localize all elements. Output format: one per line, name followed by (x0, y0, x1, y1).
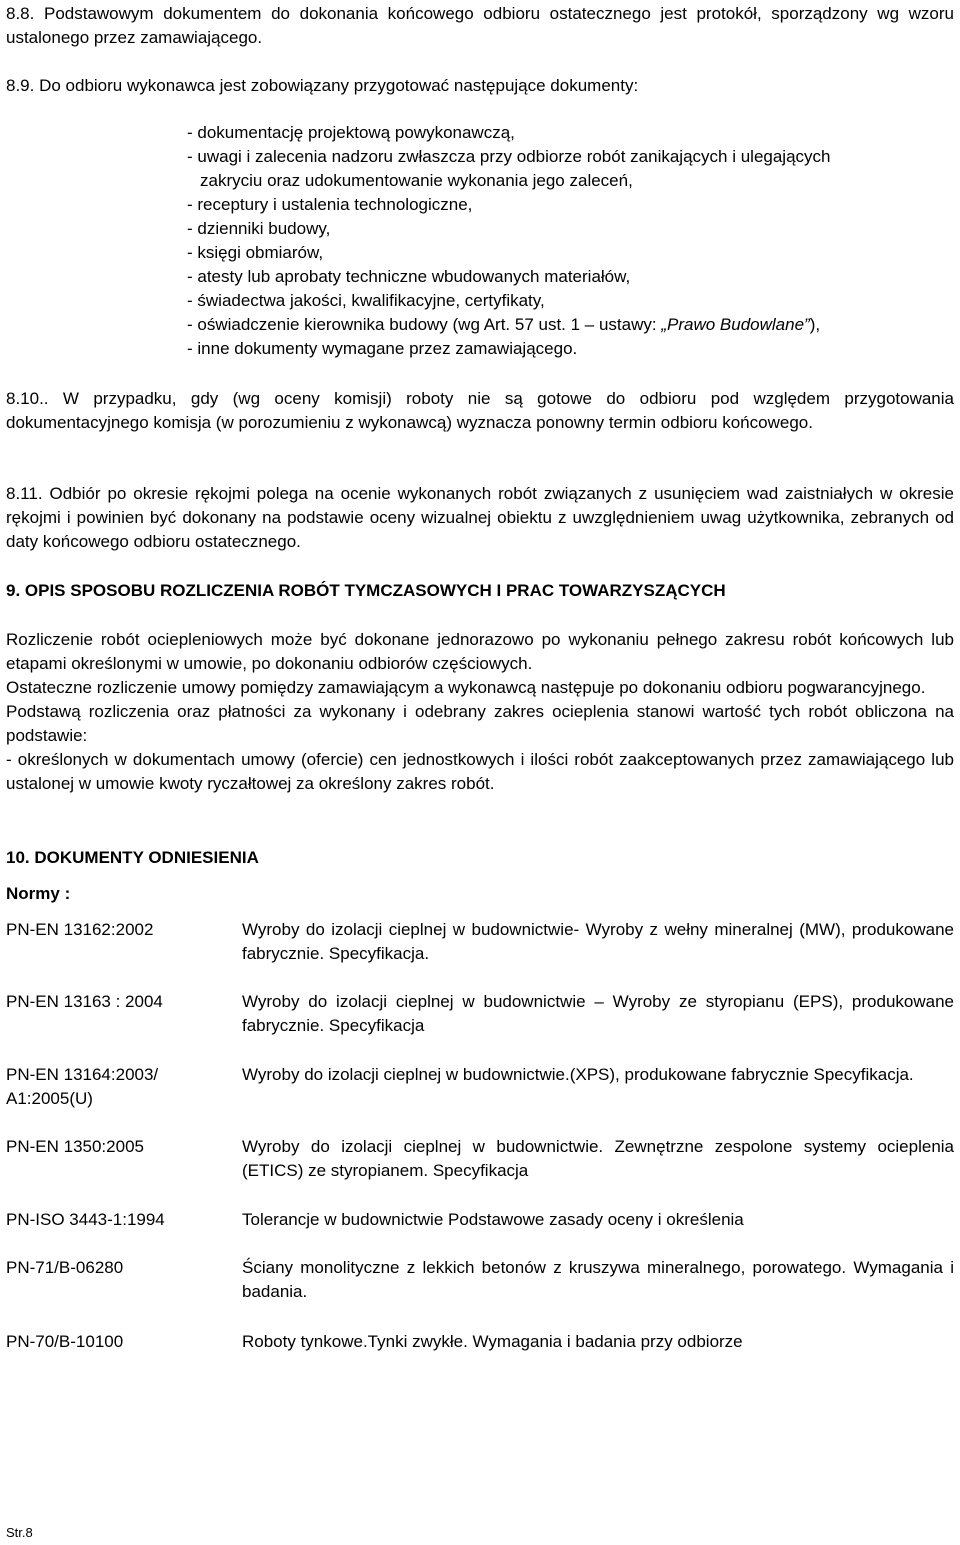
section-9-paragraph: Ostateczne rozliczenie umowy pomiędzy zamawiającym a wykonawcą następuje po dokonaniu odbioru pogwarancyjnego. (6, 678, 926, 697)
paragraph-8-8: 8.8. Podstawowym dokumentem do dokonania końcowego odbioru ostatecznego jest protokół, sporządzony wg wzoru ustalonego przez zamawiającego. (6, 4, 954, 47)
list-item (187, 313, 957, 337)
standard-description: Wyroby do izolacji cieplnej w budownictwie- Wyroby z wełny mineralnej (MW), produkowane fabrycznie. Specyfikacja. (242, 920, 954, 963)
standard-code: PN-EN 13163 : 2004 (6, 992, 163, 1011)
list-item: - uwagi i zalecenia nadzoru zwłaszcza przy odbiorze robót zanikających i ulegających (187, 147, 831, 166)
list-item: - dokumentację projektową powykonawczą, (187, 123, 515, 142)
section-9-paragraph: Rozliczenie robót ociepleniowych może być dokonane jednorazowo po wykonaniu pełnego zakresu robót końcowych lub etapami określonymi w umowie, po dokonaniu odbiorów częściowych. (6, 630, 954, 673)
section-9-paragraph: - określonych w dokumentach umowy (ofercie) cen jednostkowych i ilości robót zaakceptowanych przez zamawiającego lub ustalonej w umowie kwoty ryczałtowej za określony zakres robót. (6, 750, 954, 793)
list-item: - księgi obmiarów, (187, 243, 324, 262)
list-item-text: - oświadczenie kierownika budowy (wg Art. 57 ust. 1 – ustawy: (187, 315, 662, 334)
standard-code: PN-70/B-10100 (6, 1332, 124, 1351)
list-item: - świadectwa jakości, kwalifikacyjne, certyfikaty, (187, 291, 545, 310)
law-title: „Prawo Budowlane” (661, 315, 810, 334)
standard-code: PN-EN 13164:2003/ A1:2005(U) (6, 1065, 159, 1108)
standard-description: Wyroby do izolacji cieplnej w budownictwie.(XPS), produkowane fabrycznie Specyfikacja. (242, 1065, 914, 1084)
standard-description: Roboty tynkowe.Tynki zwykłe. Wymagania i badania przy odbiorze (242, 1332, 743, 1351)
standard-description: Ściany monolityczne z lekkich betonów z kruszywa mineralnego, porowatego. Wymagania i badania. (242, 1258, 954, 1301)
standard-description: Wyroby do izolacji cieplnej w budownictwie. Zewnętrzne zespolone systemy ocieplenia (ETICS) ze styropianem. Specyfikacja (242, 1137, 954, 1180)
standard-code: PN-EN 1350:2005 (6, 1137, 144, 1156)
standard-description: Wyroby do izolacji cieplnej w budownictwie – Wyroby ze styropianu (EPS), produkowane fabrycznie. Specyfikacja (242, 992, 954, 1035)
paragraph-8-11: 8.11. Odbiór po okresie rękojmi polega na ocenie wykonanych robót związanych z usunięciem wad zaistniałych w okresie rękojmi i powinien być dokonany na podstawie oceny wizualnej obiektu z uwzględnieniem uwag użytkownika, zebranych od daty końcowego odbioru ostatecznego. (6, 484, 954, 551)
list-item: zakryciu oraz udokumentowanie wykonania jego zaleceń, (200, 171, 633, 190)
paragraph-8-9: 8.9. Do odbioru wykonawca jest zobowiązany przygotować następujące dokumenty: (6, 76, 639, 95)
section-9-heading: 9. OPIS SPOSOBU ROZLICZENIA ROBÓT TYMCZASOWYCH I PRAC TOWARZYSZĄCYCH (6, 581, 726, 600)
list-item: - inne dokumenty wymagane przez zamawiającego. (187, 339, 578, 358)
paragraph-8-10: 8.10.. W przypadku, gdy (wg oceny komisji) roboty nie są gotowe do odbioru pod względem przygotowania dokumentacyjnego komisja (w porozumieniu z wykonawcą) wyznacza ponowny termin odbioru końcowego. (6, 389, 954, 432)
section-10-heading: 10. DOKUMENTY ODNIESIENIA (6, 848, 259, 867)
norms-label: Normy : (6, 884, 71, 903)
section-9-paragraph: Podstawą rozliczenia oraz płatności za wykonany i odebrany zakres ocieplenia stanowi wartość tych robót obliczona na podstawie: (6, 702, 954, 745)
standard-code: PN-ISO 3443-1:1994 (6, 1210, 165, 1229)
standard-code: PN-EN 13162:2002 (6, 920, 154, 939)
standard-code: PN-71/B-06280 (6, 1258, 124, 1277)
standard-description: Tolerancje w budownictwie Podstawowe zasady oceny i określenia (242, 1210, 744, 1229)
list-item-text: ), (809, 315, 821, 334)
list-item: - atesty lub aprobaty techniczne wbudowanych materiałów, (187, 267, 631, 286)
required-documents-list (187, 121, 957, 361)
list-item: - dzienniki budowy, (187, 219, 331, 238)
list-item: - receptury i ustalenia technologiczne, (187, 195, 473, 214)
section-9-body (6, 628, 954, 796)
page-number: Str.8 (6, 1525, 33, 1540)
